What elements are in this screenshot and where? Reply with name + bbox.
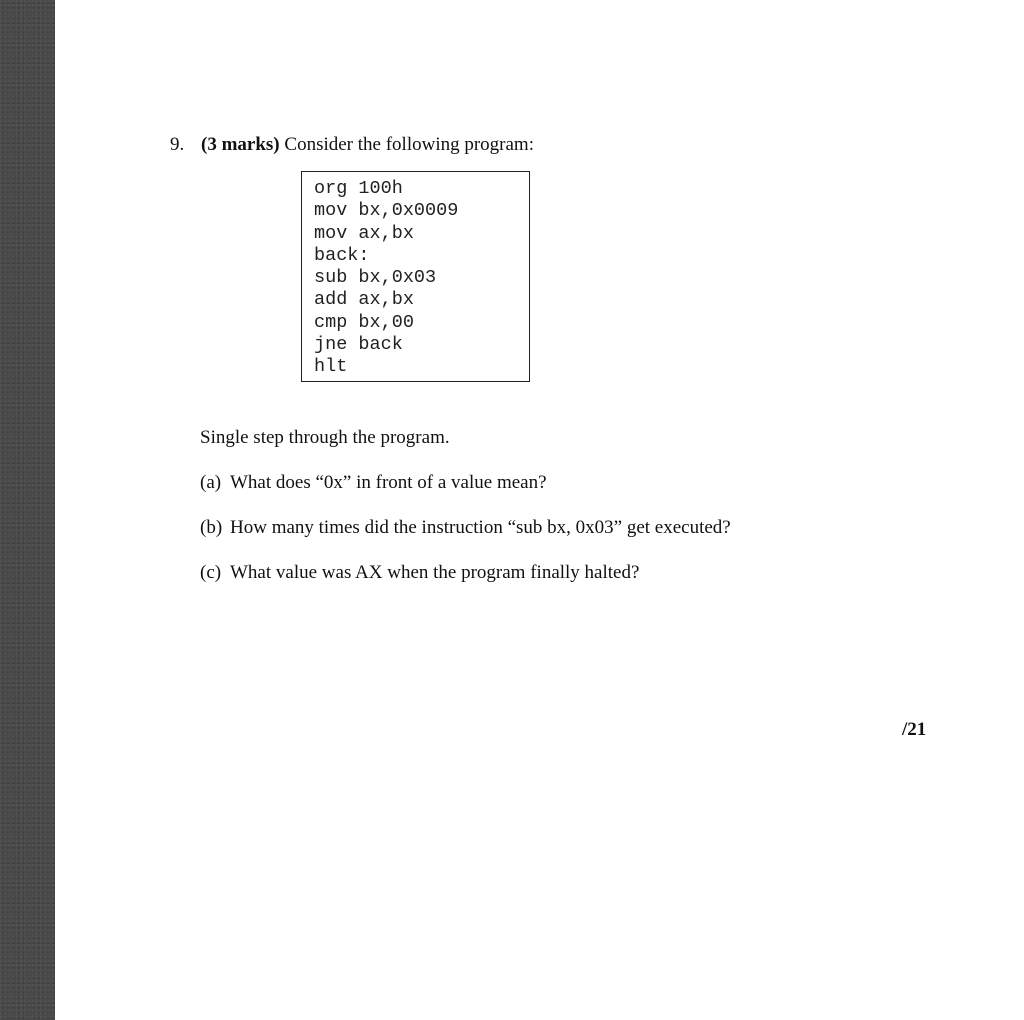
question-heading	[170, 134, 534, 156]
sub-question-c	[200, 562, 639, 584]
sub-question-text: What does “0x” in front of a value mean?	[230, 472, 547, 493]
code-line: org 100h	[314, 178, 403, 199]
code-line: cmp bx,00	[314, 311, 414, 333]
sub-question-label: (a)	[200, 472, 222, 493]
code-line: hlt	[314, 356, 348, 378]
code-line: sub bx,0x03	[314, 267, 437, 289]
sub-question-text: How many times did the instruction “sub bx, 0x03” get executed?	[230, 517, 731, 538]
sub-question-a	[200, 472, 547, 494]
code-line: mov ax,bx	[314, 222, 414, 244]
instruction-text: Single step through the program.	[200, 427, 450, 448]
code-line: mov bx,0x0009	[314, 200, 459, 222]
sub-question-label: (c)	[200, 562, 222, 583]
question-prompt: Consider the following program:	[279, 134, 534, 155]
document-page	[55, 0, 1024, 1020]
code-listing	[301, 171, 530, 382]
sub-question-label: (b)	[200, 517, 223, 538]
question-marks: (3 marks)	[201, 134, 280, 155]
code-line: add ax,bx	[314, 289, 414, 311]
viewer-left-margin	[0, 0, 55, 1020]
sub-question-b	[200, 517, 731, 539]
question-number: 9.	[170, 134, 185, 155]
code-line: back:	[314, 244, 370, 266]
sub-question-text: What value was AX when the program finally halted?	[230, 562, 640, 583]
score-total: /21	[902, 719, 927, 740]
code-line: jne back	[314, 334, 403, 356]
